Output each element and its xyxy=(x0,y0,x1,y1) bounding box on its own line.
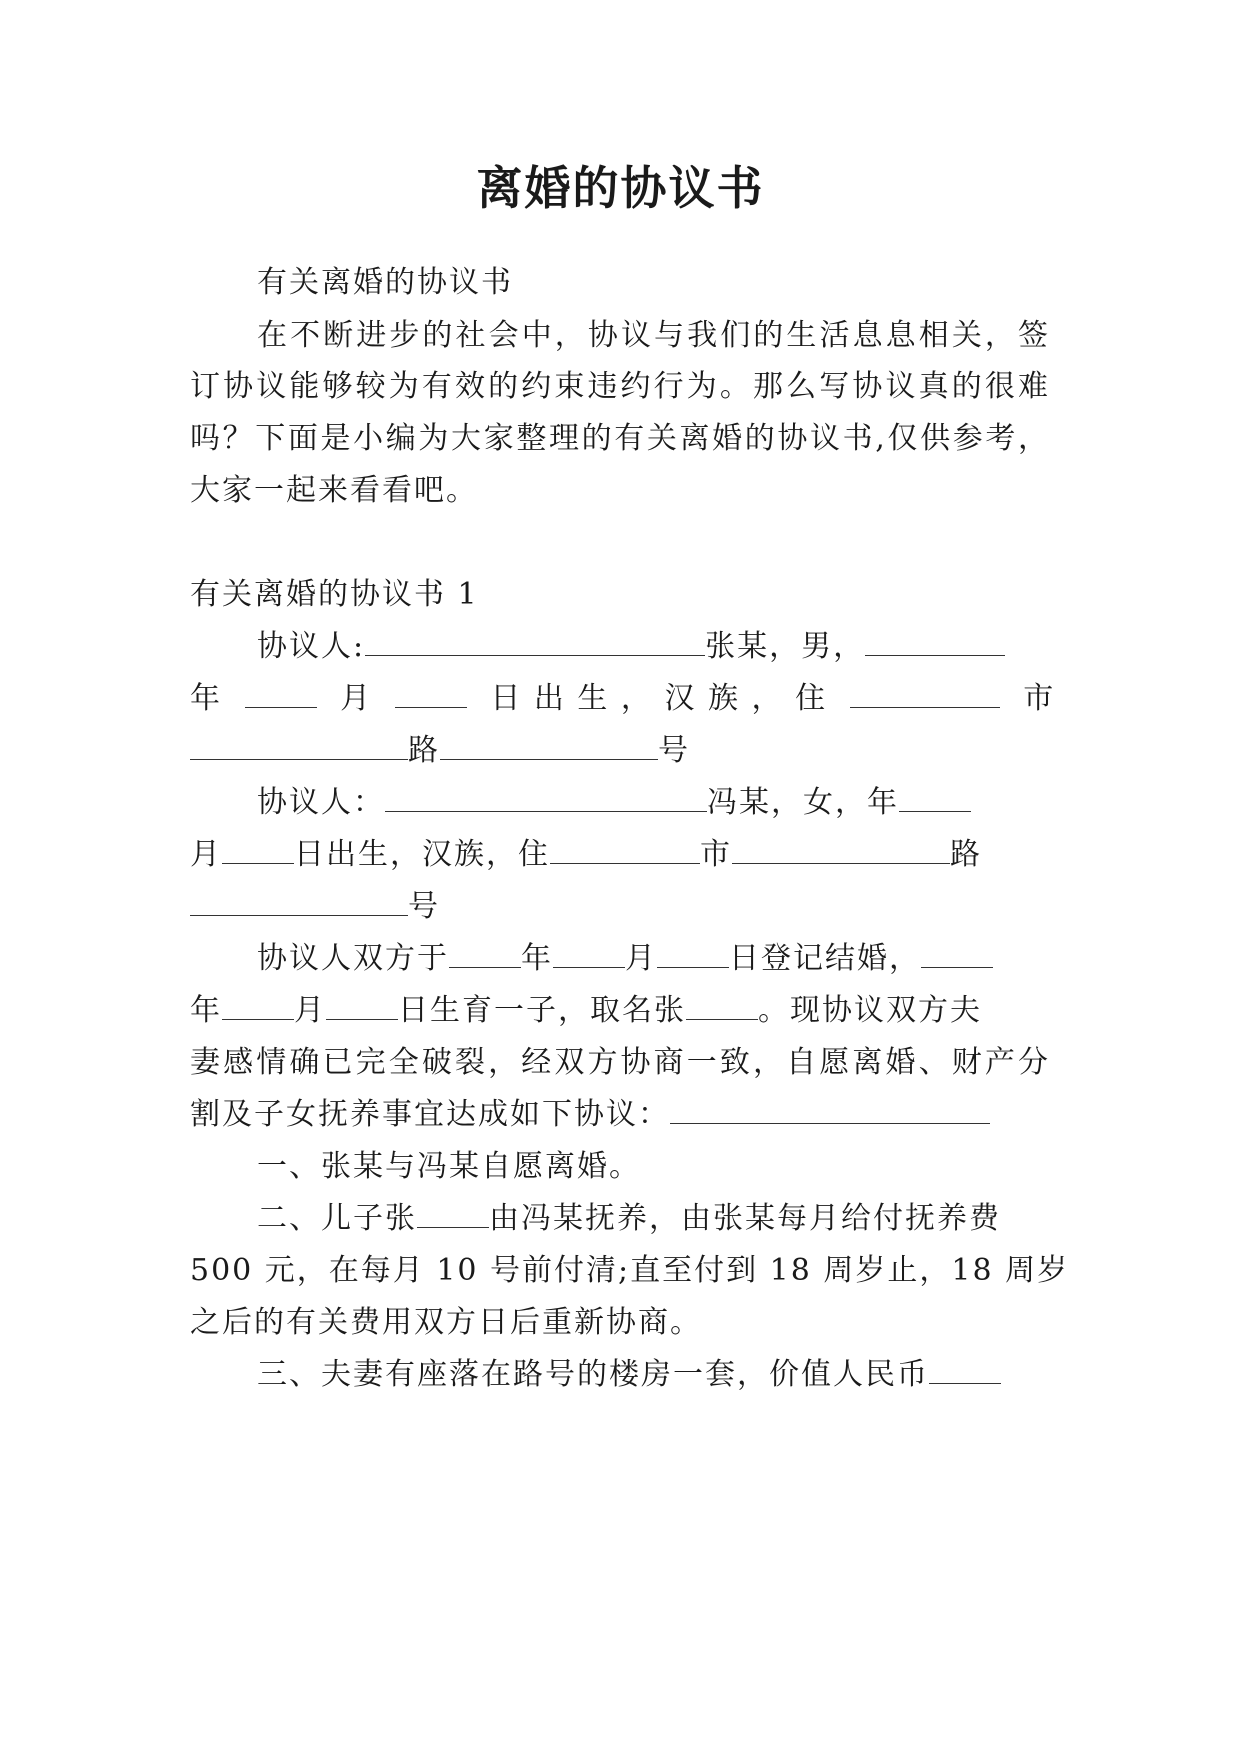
party2-line-3 xyxy=(190,887,1050,927)
blank-field xyxy=(670,1097,990,1124)
text-span: 二、儿子张 xyxy=(257,1201,417,1236)
blank-field xyxy=(921,941,993,968)
blank-field xyxy=(865,629,1005,656)
blank-field xyxy=(440,733,658,760)
month-label: 月 xyxy=(340,681,373,716)
party2-line-1 xyxy=(257,783,1050,823)
text-span: 日登记结婚， xyxy=(729,941,921,976)
blank-field xyxy=(190,733,408,760)
birth-ethnicity-residence: 日出生，汉族，住 xyxy=(294,837,550,872)
number-label: 号 xyxy=(408,889,440,924)
section-heading: 有关离婚的协议书 1 xyxy=(190,577,479,612)
party1-label: 协议人: xyxy=(257,629,366,664)
blank-field xyxy=(553,941,625,968)
intro-line-2: 订协议能够较为有效的约束违约行为。那么写协议真的很难 xyxy=(190,369,1050,404)
party1-line-1 xyxy=(257,627,1050,667)
party2-name-gender: 冯某，女，年 xyxy=(707,785,899,820)
intro-heading: 有关离婚的协议书 xyxy=(257,265,513,300)
month-label: 月 xyxy=(294,993,326,1028)
blank-field xyxy=(850,681,1000,708)
text-span: 由冯某抚养，由张某每月给付抚养费 xyxy=(489,1201,1001,1236)
intro-line-1: 在不断进步的社会中，协议与我们的生活息息相关，签 xyxy=(257,318,1050,353)
marriage-line-4 xyxy=(190,1095,1050,1135)
party2-label: 协议人： xyxy=(257,785,385,820)
party1-line-3 xyxy=(190,731,1050,771)
year-label: 年 xyxy=(190,993,222,1028)
blank-field xyxy=(222,837,294,864)
marriage-line-1 xyxy=(257,939,1050,979)
blank-field xyxy=(657,941,729,968)
blank-field xyxy=(449,941,521,968)
month-label: 月 xyxy=(190,837,222,872)
blank-field xyxy=(899,785,971,812)
blank-field xyxy=(245,681,317,708)
number-label: 号 xyxy=(658,733,690,768)
blank-field xyxy=(395,681,467,708)
intro-line-4: 大家一起来看看吧。 xyxy=(190,473,478,508)
city-label: 市 xyxy=(1023,681,1056,716)
party1-name-gender: 张某，男， xyxy=(705,629,866,664)
item-2-line-3: 之后的有关费用双方日后重新协商。 xyxy=(190,1305,702,1340)
blank-field xyxy=(732,837,950,864)
text-span: 日生育一子，取名张 xyxy=(398,993,686,1028)
blank-field xyxy=(929,1357,1001,1384)
year-label: 年 xyxy=(190,681,222,716)
road-label: 路 xyxy=(950,837,982,872)
item-3-line-1 xyxy=(257,1355,1050,1395)
party1-line-2 xyxy=(190,679,1056,719)
year-label: 年 xyxy=(521,941,553,976)
blank-field xyxy=(326,993,398,1020)
blank-field xyxy=(365,629,705,656)
item-2-line-1 xyxy=(257,1199,1050,1239)
item-1: 一、张某与冯某自愿离婚。 xyxy=(257,1149,641,1184)
marriage-line-2 xyxy=(190,991,1050,1031)
text-span: 。现协议双方夫 xyxy=(758,993,982,1028)
city-label: 市 xyxy=(700,837,732,872)
text-span: 协议人双方于 xyxy=(257,941,449,976)
blank-field xyxy=(385,785,707,812)
blank-field xyxy=(550,837,700,864)
blank-field xyxy=(417,1201,489,1228)
party2-line-2 xyxy=(190,835,1050,875)
blank-field xyxy=(222,993,294,1020)
item-2-line-2: 500 元，在每月 10 号前付清;直至付到 18 周岁止，18 周岁 xyxy=(190,1253,1070,1288)
marriage-line-3: 妻感情确已完全破裂，经双方协商一致，自愿离婚、财产分 xyxy=(190,1045,1050,1080)
text-span: 割及子女抚养事宜达成如下协议： xyxy=(190,1097,670,1132)
road-label: 路 xyxy=(408,733,440,768)
intro-line-3: 吗？下面是小编为大家整理的有关离婚的协议书,仅供参考， xyxy=(190,421,1050,456)
birth-ethnicity-residence: 日 出 生 ， 汉 族 ， 住 xyxy=(490,681,828,716)
document-title: 离婚的协议书 xyxy=(476,161,765,215)
blank-field xyxy=(190,889,408,916)
blank-field xyxy=(686,993,758,1020)
text-span: 三、夫妻有座落在路号的楼房一套，价值人民币 xyxy=(257,1357,929,1392)
month-label: 月 xyxy=(625,941,657,976)
